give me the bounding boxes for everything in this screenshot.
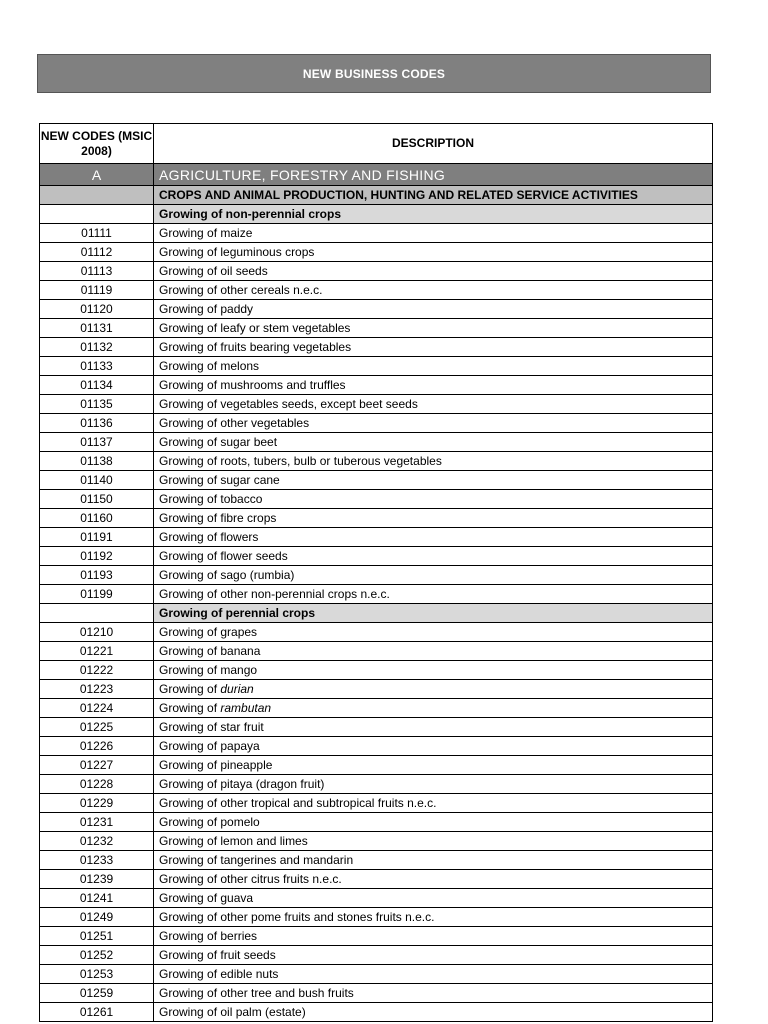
- table-header-row: [40, 124, 713, 164]
- description-text: Growing of: [159, 701, 221, 715]
- description-cell: Growing of papaya: [154, 737, 713, 756]
- description-cell: Growing of oil palm (estate): [154, 1003, 713, 1022]
- code-cell: [40, 205, 154, 224]
- table-row: [40, 509, 713, 528]
- description-cell: Growing of oil seeds: [154, 262, 713, 281]
- code-cell: [40, 186, 154, 205]
- description-italic-text: durian: [220, 682, 254, 696]
- table-row: [40, 547, 713, 566]
- code-cell: 01228: [40, 775, 154, 794]
- table-row: [40, 433, 713, 452]
- business-codes-table: [39, 123, 713, 1022]
- description-cell: Growing of melons: [154, 357, 713, 376]
- code-cell: 01193: [40, 566, 154, 585]
- code-cell: 01140: [40, 471, 154, 490]
- code-cell: 01133: [40, 357, 154, 376]
- description-cell: Growing of other tree and bush fruits: [154, 984, 713, 1003]
- table-row: [40, 1003, 713, 1022]
- description-cell: Growing of guava: [154, 889, 713, 908]
- description-text: Growing of: [159, 682, 221, 696]
- code-cell: 01225: [40, 718, 154, 737]
- description-cell: Growing of fruits bearing vegetables: [154, 338, 713, 357]
- table-row: [40, 319, 713, 338]
- description-cell: Growing of star fruit: [154, 718, 713, 737]
- description-cell: AGRICULTURE, FORESTRY AND FISHING: [154, 164, 713, 186]
- code-cell: 01224: [40, 699, 154, 718]
- description-cell: Growing of mango: [154, 661, 713, 680]
- table-row: [40, 965, 713, 984]
- code-cell: 01192: [40, 547, 154, 566]
- description-cell: [154, 699, 713, 718]
- code-cell: 01261: [40, 1003, 154, 1022]
- description-cell: Growing of fruit seeds: [154, 946, 713, 965]
- group-row: [40, 205, 713, 224]
- description-cell: Growing of other tropical and subtropical fruits n.e.c.: [154, 794, 713, 813]
- code-cell: 01239: [40, 870, 154, 889]
- table-row: [40, 376, 713, 395]
- code-cell: 01120: [40, 300, 154, 319]
- code-cell: 01227: [40, 756, 154, 775]
- table-row: [40, 946, 713, 965]
- code-cell: 01137: [40, 433, 154, 452]
- description-cell: Growing of sago (rumbia): [154, 566, 713, 585]
- table-row: [40, 566, 713, 585]
- description-cell: Growing of leafy or stem vegetables: [154, 319, 713, 338]
- description-cell: Growing of grapes: [154, 623, 713, 642]
- description-cell: Growing of flowers: [154, 528, 713, 547]
- code-cell: 01210: [40, 623, 154, 642]
- description-cell: Growing of pomelo: [154, 813, 713, 832]
- description-cell: CROPS AND ANIMAL PRODUCTION, HUNTING AND RELATED SERVICE ACTIVITIES: [154, 186, 713, 205]
- table-row: [40, 414, 713, 433]
- description-cell: Growing of sugar cane: [154, 471, 713, 490]
- table-row: [40, 642, 713, 661]
- table-row: [40, 661, 713, 680]
- description-cell: Growing of pineapple: [154, 756, 713, 775]
- group-row: [40, 604, 713, 623]
- code-cell: 01199: [40, 585, 154, 604]
- table-row: [40, 471, 713, 490]
- description-cell: Growing of tangerines and mandarin: [154, 851, 713, 870]
- table-row: [40, 262, 713, 281]
- code-cell: 01222: [40, 661, 154, 680]
- table-row: [40, 243, 713, 262]
- table-row: [40, 680, 713, 699]
- code-cell: 01150: [40, 490, 154, 509]
- description-cell: Growing of other non-perennial crops n.e.c.: [154, 585, 713, 604]
- table-row: [40, 927, 713, 946]
- table-row: [40, 908, 713, 927]
- code-cell: 01229: [40, 794, 154, 813]
- code-cell: 01259: [40, 984, 154, 1003]
- description-cell: Growing of other citrus fruits n.e.c.: [154, 870, 713, 889]
- table-row: [40, 300, 713, 319]
- description-cell: Growing of banana: [154, 642, 713, 661]
- table-row: [40, 452, 713, 471]
- code-cell: 01111: [40, 224, 154, 243]
- document-title-banner: [37, 54, 711, 93]
- table-row: [40, 490, 713, 509]
- code-cell: 01231: [40, 813, 154, 832]
- document-title: NEW BUSINESS CODES: [302, 66, 446, 81]
- code-cell: A: [40, 164, 154, 186]
- table-row: [40, 528, 713, 547]
- table-row: [40, 832, 713, 851]
- table-row: [40, 699, 713, 718]
- table-row: [40, 338, 713, 357]
- code-cell: 01136: [40, 414, 154, 433]
- description-cell: Growing of vegetables seeds, except beet seeds: [154, 395, 713, 414]
- description-cell: Growing of flower seeds: [154, 547, 713, 566]
- code-cell: 01226: [40, 737, 154, 756]
- table-row: [40, 718, 713, 737]
- table-row: [40, 813, 713, 832]
- table-row: [40, 357, 713, 376]
- table-row: [40, 851, 713, 870]
- description-cell: Growing of perennial crops: [154, 604, 713, 623]
- table-row: [40, 984, 713, 1003]
- table-row: [40, 395, 713, 414]
- code-cell: 01131: [40, 319, 154, 338]
- code-cell: 01241: [40, 889, 154, 908]
- code-cell: 01249: [40, 908, 154, 927]
- description-cell: [154, 680, 713, 699]
- description-cell: Growing of maize: [154, 224, 713, 243]
- description-cell: Growing of edible nuts: [154, 965, 713, 984]
- code-cell: 01251: [40, 927, 154, 946]
- code-cell: 01232: [40, 832, 154, 851]
- description-cell: Growing of tobacco: [154, 490, 713, 509]
- table-row: [40, 794, 713, 813]
- description-cell: Growing of sugar beet: [154, 433, 713, 452]
- description-cell: Growing of leguminous crops: [154, 243, 713, 262]
- code-cell: 01135: [40, 395, 154, 414]
- table-row: [40, 623, 713, 642]
- code-cell: 01112: [40, 243, 154, 262]
- description-cell: Growing of lemon and limes: [154, 832, 713, 851]
- description-cell: Growing of berries: [154, 927, 713, 946]
- table-row: [40, 870, 713, 889]
- description-column-header: DESCRIPTION: [154, 124, 713, 164]
- code-cell: 01223: [40, 680, 154, 699]
- table-row: [40, 585, 713, 604]
- description-cell: Growing of pitaya (dragon fruit): [154, 775, 713, 794]
- description-cell: Growing of fibre crops: [154, 509, 713, 528]
- code-cell: 01119: [40, 281, 154, 300]
- code-cell: 01252: [40, 946, 154, 965]
- code-cell: 01138: [40, 452, 154, 471]
- description-cell: Growing of roots, tubers, bulb or tuberous vegetables: [154, 452, 713, 471]
- table-row: [40, 737, 713, 756]
- table-row: [40, 224, 713, 243]
- table-body: [40, 164, 713, 1022]
- code-cell: [40, 604, 154, 623]
- section-row: [40, 164, 713, 186]
- description-cell: Growing of paddy: [154, 300, 713, 319]
- description-cell: Growing of non-perennial crops: [154, 205, 713, 224]
- code-cell: 01160: [40, 509, 154, 528]
- code-cell: 01134: [40, 376, 154, 395]
- code-cell: 01233: [40, 851, 154, 870]
- description-cell: Growing of other vegetables: [154, 414, 713, 433]
- table-row: [40, 281, 713, 300]
- description-cell: Growing of mushrooms and truffles: [154, 376, 713, 395]
- code-cell: 01221: [40, 642, 154, 661]
- table-row: [40, 775, 713, 794]
- division-row: [40, 186, 713, 205]
- code-cell: 01191: [40, 528, 154, 547]
- description-italic-text: rambutan: [220, 701, 272, 715]
- code-cell: 01113: [40, 262, 154, 281]
- code-column-header: NEW CODES (MSIC 2008): [40, 124, 154, 164]
- table-row: [40, 889, 713, 908]
- code-cell: 01132: [40, 338, 154, 357]
- table-row: [40, 756, 713, 775]
- description-cell: Growing of other pome fruits and stones fruits n.e.c.: [154, 908, 713, 927]
- code-cell: 01253: [40, 965, 154, 984]
- description-cell: Growing of other cereals n.e.c.: [154, 281, 713, 300]
